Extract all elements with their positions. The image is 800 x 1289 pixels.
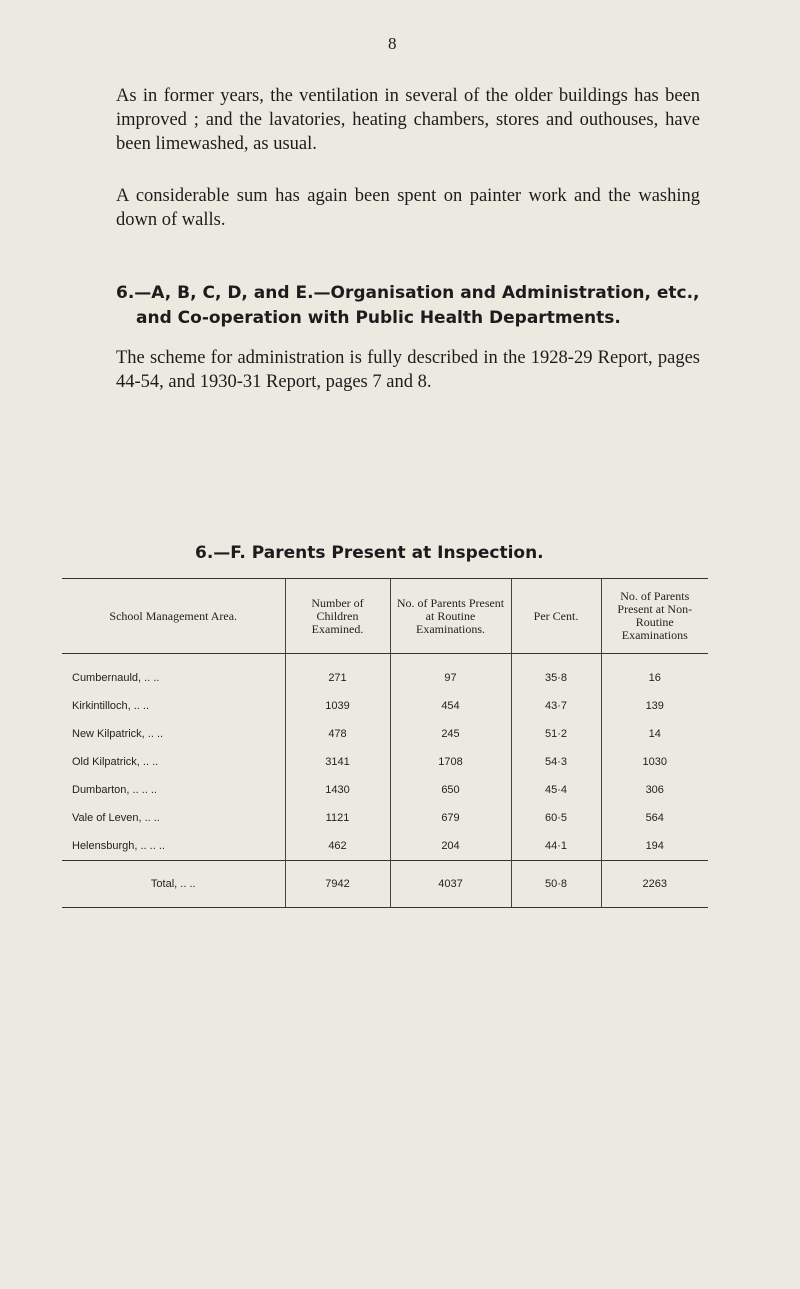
painter-work-paragraph (116, 184, 700, 232)
cell-children: 478 (285, 720, 390, 748)
section-heading-organisation (116, 281, 716, 331)
cell-children: 1121 (285, 804, 390, 832)
parents-present-table-container (62, 578, 708, 908)
total-label: Total, .. .. (62, 861, 285, 908)
table-row (62, 720, 708, 748)
cell-children: 1430 (285, 776, 390, 804)
cell-area: Dumbarton, .. .. .. (72, 784, 157, 796)
table-row (62, 832, 708, 861)
cell-routine: 1708 (390, 748, 511, 776)
table-row (62, 748, 708, 776)
scheme-paragraph: The scheme for administration is fully described in the 1928-29 Report, pages 44-54, and 1930-31 Report, pages 7 and 8. (116, 348, 700, 392)
cell-routine: 245 (390, 720, 511, 748)
cell-percent: 51·2 (511, 720, 601, 748)
cell-routine: 454 (390, 692, 511, 720)
cell-area: New Kilpatrick, .. .. (72, 728, 164, 740)
cell-area: Vale of Leven, .. .. (72, 812, 160, 824)
cell-percent: 44·1 (511, 832, 601, 861)
cell-area: Old Kilpatrick, .. .. (72, 756, 159, 768)
cell-children: 3141 (285, 748, 390, 776)
cell-routine: 679 (390, 804, 511, 832)
total-non-routine: 2263 (601, 861, 708, 908)
table-header-row (62, 579, 708, 654)
cell-area: Helensburgh, .. .. .. (72, 840, 165, 852)
page-number: 8 (388, 34, 397, 53)
cell-children: 271 (285, 654, 390, 693)
cell-routine: 204 (390, 832, 511, 861)
total-routine: 4037 (390, 861, 511, 908)
cell-non-routine: 14 (601, 720, 708, 748)
table-row (62, 692, 708, 720)
cell-non-routine: 306 (601, 776, 708, 804)
section-heading-organisation-line1: 6.—A, B, C, D, and E.—Organisation and Administration, etc., (116, 283, 700, 303)
header-parents-non-routine: No. of Parents Present at Non-Routine Examinations (601, 579, 708, 654)
cell-area: Kirkintilloch, .. .. (72, 700, 150, 712)
cell-percent: 60·5 (511, 804, 601, 832)
header-school-management-area: School Management Area. (62, 579, 285, 654)
parents-present-table (62, 578, 708, 908)
section-heading-parents-present: 6.—F. Parents Present at Inspection. (195, 543, 544, 563)
total-children: 7942 (285, 861, 390, 908)
table-total-row (62, 861, 708, 908)
painter-work-text: A considerable sum has again been spent on painter work and the washing down of walls. (116, 186, 700, 230)
cell-routine: 650 (390, 776, 511, 804)
cell-area: Cumbernauld, .. .. (72, 672, 160, 684)
cell-percent: 35·8 (511, 654, 601, 693)
header-per-cent: Per Cent. (511, 579, 601, 654)
header-parents-routine: No. of Parents Present at Routine Examinations. (390, 579, 511, 654)
cell-non-routine: 139 (601, 692, 708, 720)
cell-percent: 43·7 (511, 692, 601, 720)
cell-non-routine: 16 (601, 654, 708, 693)
section-heading-organisation-line2: and Co-operation with Public Health Departments. (136, 308, 621, 328)
cell-non-routine: 1030 (601, 748, 708, 776)
cell-children: 1039 (285, 692, 390, 720)
header-number-of-children: Number of Children Examined. (285, 579, 390, 654)
ventilation-paragraph: As in former years, the ventilation in several of the older buildings has been improved ; and the lavatories, heating chambers, stores and outhouses, have been limewashed, as usual. (116, 86, 700, 154)
total-percent: 50·8 (511, 861, 601, 908)
table-row (62, 776, 708, 804)
table-row (62, 804, 708, 832)
cell-percent: 54·3 (511, 748, 601, 776)
cell-routine: 97 (390, 654, 511, 693)
cell-percent: 45·4 (511, 776, 601, 804)
cell-non-routine: 564 (601, 804, 708, 832)
cell-children: 462 (285, 832, 390, 861)
cell-non-routine: 194 (601, 832, 708, 861)
table-row (62, 654, 708, 693)
